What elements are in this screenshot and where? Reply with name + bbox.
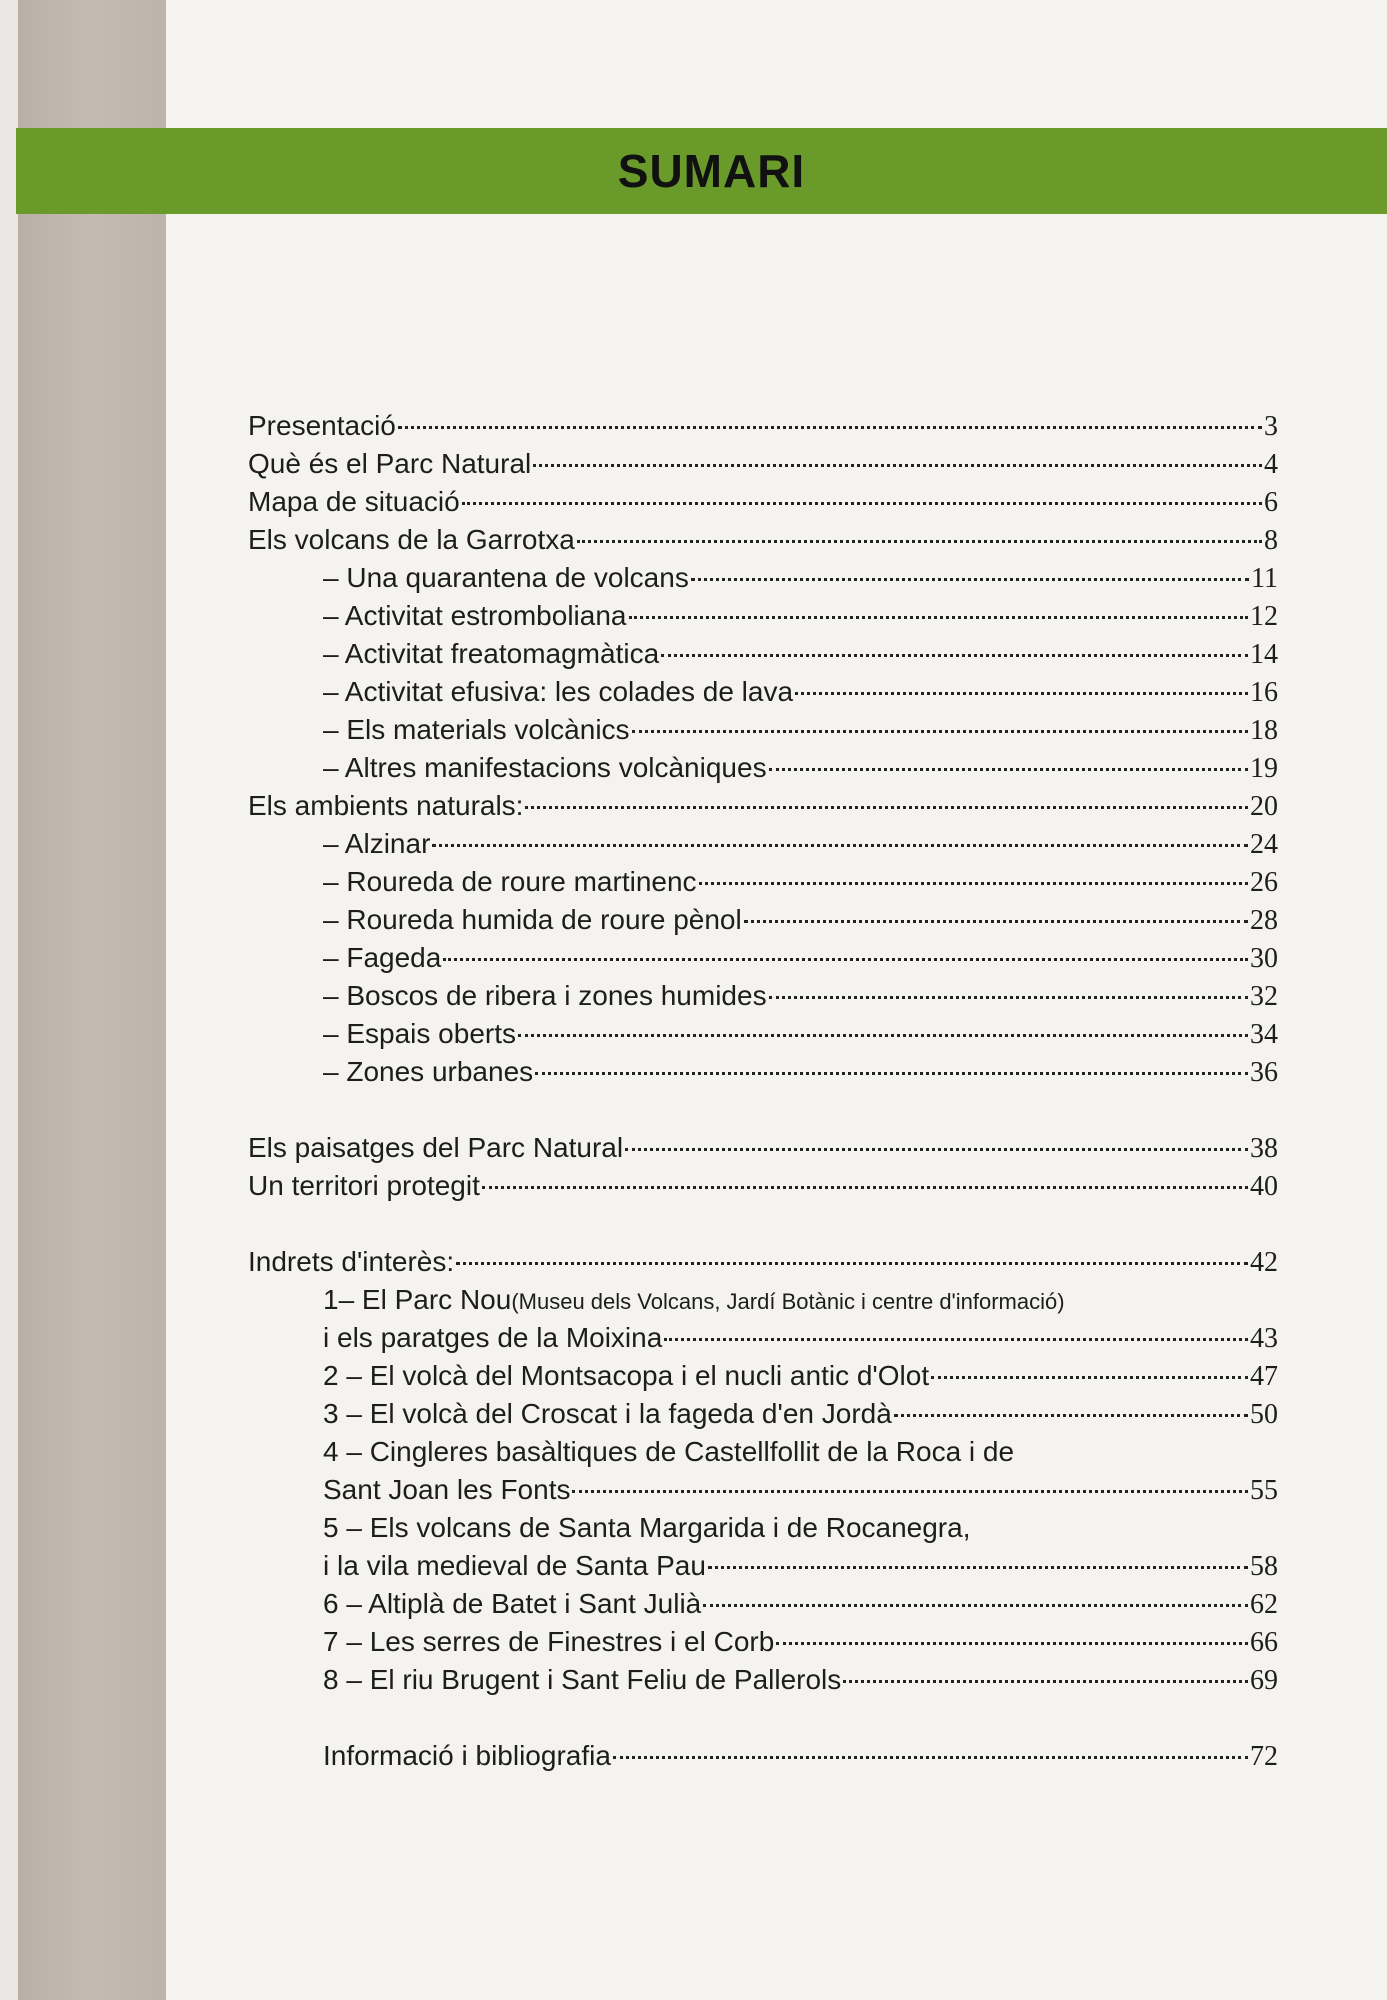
toc-spacer <box>248 1205 1278 1243</box>
toc-entry-page-number: 43 <box>1250 1323 1278 1354</box>
toc-entry[interactable] <box>248 1395 1278 1433</box>
toc-entry[interactable] <box>248 673 1278 711</box>
toc-entry[interactable] <box>248 407 1278 445</box>
dot-leader <box>525 806 1248 809</box>
toc-entry[interactable] <box>248 445 1278 483</box>
toc-entry[interactable] <box>248 1281 1278 1319</box>
toc-entry[interactable] <box>248 1471 1278 1509</box>
toc-entry-page-number: 8 <box>1264 525 1278 556</box>
table-of-contents <box>248 407 1278 1775</box>
toc-entry-label: i la vila medieval de Santa Pau <box>323 1550 706 1581</box>
toc-entry-page-number: 72 <box>1250 1741 1278 1772</box>
toc-entry[interactable] <box>248 1737 1278 1775</box>
toc-entry-page-number: 26 <box>1250 867 1278 898</box>
toc-entry-label: – Roureda humida de roure pènol <box>323 904 742 935</box>
toc-entry-label: i els paratges de la Moixina <box>323 1322 663 1353</box>
dot-leader <box>432 844 1248 847</box>
dot-leader <box>518 1034 1248 1037</box>
toc-entry[interactable] <box>248 1585 1278 1623</box>
page-title: SUMARI <box>617 145 806 197</box>
toc-entry[interactable] <box>248 863 1278 901</box>
toc-entry-label: – Fageda <box>323 942 442 973</box>
dot-leader <box>699 882 1248 885</box>
toc-entry-label: Els volcans de la Garrotxa <box>248 524 575 555</box>
toc-entry[interactable] <box>248 1357 1278 1395</box>
toc-entry-page-number: 20 <box>1250 791 1278 822</box>
toc-entry[interactable] <box>248 559 1278 597</box>
toc-entry[interactable] <box>248 1661 1278 1699</box>
dot-leader <box>708 1566 1248 1569</box>
toc-entry-page-number: 32 <box>1250 981 1278 1012</box>
dot-leader <box>843 1680 1248 1683</box>
dot-leader <box>703 1604 1248 1607</box>
toc-entry-page-number: 3 <box>1264 411 1278 442</box>
toc-entry[interactable] <box>248 1623 1278 1661</box>
toc-entry-label: Indrets d'interès: <box>248 1246 455 1277</box>
dot-leader <box>629 616 1249 619</box>
toc-entry[interactable] <box>248 787 1278 825</box>
toc-entry[interactable] <box>248 1243 1278 1281</box>
dot-leader <box>533 464 1262 467</box>
toc-entry-page-number: 62 <box>1250 1589 1278 1620</box>
toc-entry[interactable] <box>248 749 1278 787</box>
toc-entry-page-number: 66 <box>1250 1627 1278 1658</box>
dot-leader <box>776 1642 1248 1645</box>
dot-leader <box>625 1148 1248 1151</box>
toc-entry-page-number: 19 <box>1250 753 1278 784</box>
toc-entry[interactable] <box>248 1319 1278 1357</box>
toc-entry-label: – Activitat freatomagmàtica <box>323 638 660 669</box>
dot-leader <box>664 1338 1248 1341</box>
dot-leader <box>894 1414 1248 1417</box>
dot-leader <box>535 1072 1248 1075</box>
toc-entry-label: Un territori protegit <box>248 1170 480 1201</box>
toc-entry-page-number: 34 <box>1250 1019 1278 1050</box>
toc-entry-page-number: 69 <box>1250 1665 1278 1696</box>
dot-leader <box>744 920 1248 923</box>
toc-entry-label: 4 – Cingleres basàltiques de Castellfollit de la Roca i de <box>323 1436 1015 1467</box>
toc-entry[interactable] <box>248 635 1278 673</box>
toc-entry-page-number: 30 <box>1250 943 1278 974</box>
toc-entry-page-number: 36 <box>1250 1057 1278 1088</box>
toc-entry-label: – Activitat estromboliana <box>323 600 627 631</box>
toc-entry[interactable] <box>248 1433 1278 1471</box>
toc-entry-page-number: 47 <box>1250 1361 1278 1392</box>
toc-entry-label: – Espais oberts <box>323 1018 516 1049</box>
toc-entry-label: – Activitat efusiva: les colades de lava <box>323 676 794 707</box>
toc-entry-page-number: 42 <box>1250 1247 1278 1278</box>
dot-leader <box>577 540 1262 543</box>
toc-entry-page-number: 6 <box>1264 487 1278 518</box>
toc-entry[interactable] <box>248 597 1278 635</box>
toc-entry-label: Què és el Parc Natural <box>248 448 532 479</box>
toc-entry[interactable] <box>248 1547 1278 1585</box>
toc-entry-label: Presentació <box>248 410 396 441</box>
toc-entry-label: – Alzinar <box>323 828 431 859</box>
dot-leader <box>613 1756 1248 1759</box>
dot-leader <box>443 958 1248 961</box>
toc-entry-label: – Altres manifestacions volcàniques <box>323 752 767 783</box>
dot-leader <box>632 730 1248 733</box>
toc-entry-label: – Els materials volcànics <box>323 714 630 745</box>
toc-entry-page-number: 4 <box>1264 449 1278 480</box>
toc-entry-label: 7 – Les serres de Finestres i el Corb <box>323 1626 775 1657</box>
dot-leader <box>482 1186 1248 1189</box>
toc-entry-label: Els paisatges del Parc Natural <box>248 1132 624 1163</box>
toc-entry-page-number: 12 <box>1250 601 1278 632</box>
toc-entry[interactable] <box>248 1167 1278 1205</box>
left-margin-strip <box>0 0 18 2000</box>
toc-entry-label: Informació i bibliografia <box>323 1740 611 1771</box>
dot-leader <box>462 502 1262 505</box>
title-bar <box>16 128 1387 214</box>
toc-entry-label: – Zones urbanes <box>323 1056 534 1087</box>
toc-entry-label: 3 – El volcà del Croscat i la fageda d'en Jordà <box>323 1398 892 1429</box>
toc-entry-label: – Boscos de ribera i zones humides <box>323 980 767 1011</box>
toc-spacer <box>248 1091 1278 1129</box>
toc-entry[interactable] <box>248 1509 1278 1547</box>
toc-entry-page-number: 18 <box>1250 715 1278 746</box>
toc-entry-label: 5 – Els volcans de Santa Margarida i de Rocanegra, <box>323 1512 971 1543</box>
toc-entry-page-number: 28 <box>1250 905 1278 936</box>
dot-leader <box>795 692 1248 695</box>
toc-entry-page-number: 58 <box>1250 1551 1278 1582</box>
dot-leader <box>691 578 1249 581</box>
toc-entry[interactable] <box>248 1053 1278 1091</box>
toc-entry-page-number: 14 <box>1250 639 1278 670</box>
toc-entry[interactable] <box>248 521 1278 559</box>
dot-leader <box>769 768 1248 771</box>
toc-entry[interactable] <box>248 825 1278 863</box>
toc-entry-page-number: 50 <box>1250 1399 1278 1430</box>
toc-entry[interactable] <box>248 483 1278 521</box>
dot-leader <box>456 1262 1248 1265</box>
toc-entry[interactable] <box>248 1015 1278 1053</box>
toc-entry[interactable] <box>248 977 1278 1015</box>
toc-entry-label: Els ambients naturals: <box>248 790 524 821</box>
toc-entry-label: 2 – El volcà del Montsacopa i el nucli antic d'Olot <box>323 1360 930 1391</box>
toc-entry-label: Sant Joan les Fonts <box>323 1474 571 1505</box>
toc-entry-page-number: 11 <box>1251 563 1278 594</box>
toc-entry-page-number: 55 <box>1250 1475 1278 1506</box>
toc-entry-page-number: 24 <box>1250 829 1278 860</box>
toc-entry-label: – Roureda de roure martinenc <box>323 866 697 897</box>
toc-entry[interactable] <box>248 901 1278 939</box>
toc-entry-label: 6 – Altiplà de Batet i Sant Julià <box>323 1588 702 1619</box>
toc-entry-note: (Museu dels Volcans, Jardí Botànic i centre d'informació) <box>511 1289 1065 1314</box>
toc-entry-label: 1– El Parc Nou <box>323 1284 512 1315</box>
dot-leader <box>931 1376 1248 1379</box>
toc-spacer <box>248 1699 1278 1737</box>
toc-entry[interactable] <box>248 939 1278 977</box>
side-decorative-band <box>18 0 166 2000</box>
dot-leader <box>661 654 1248 657</box>
toc-entry-label: – Una quarantena de volcans <box>323 562 689 593</box>
toc-entry-label: Mapa de situació <box>248 486 460 517</box>
toc-entry-page-number: 38 <box>1250 1133 1278 1164</box>
toc-entry-page-number: 40 <box>1250 1171 1278 1202</box>
dot-leader <box>572 1490 1248 1493</box>
toc-entry-label: 8 – El riu Brugent i Sant Feliu de Pallerols <box>323 1664 842 1695</box>
dot-leader <box>398 426 1262 429</box>
toc-entry[interactable] <box>248 1129 1278 1167</box>
dot-leader <box>769 996 1248 999</box>
toc-entry-page-number: 16 <box>1250 677 1278 708</box>
toc-entry[interactable] <box>248 711 1278 749</box>
